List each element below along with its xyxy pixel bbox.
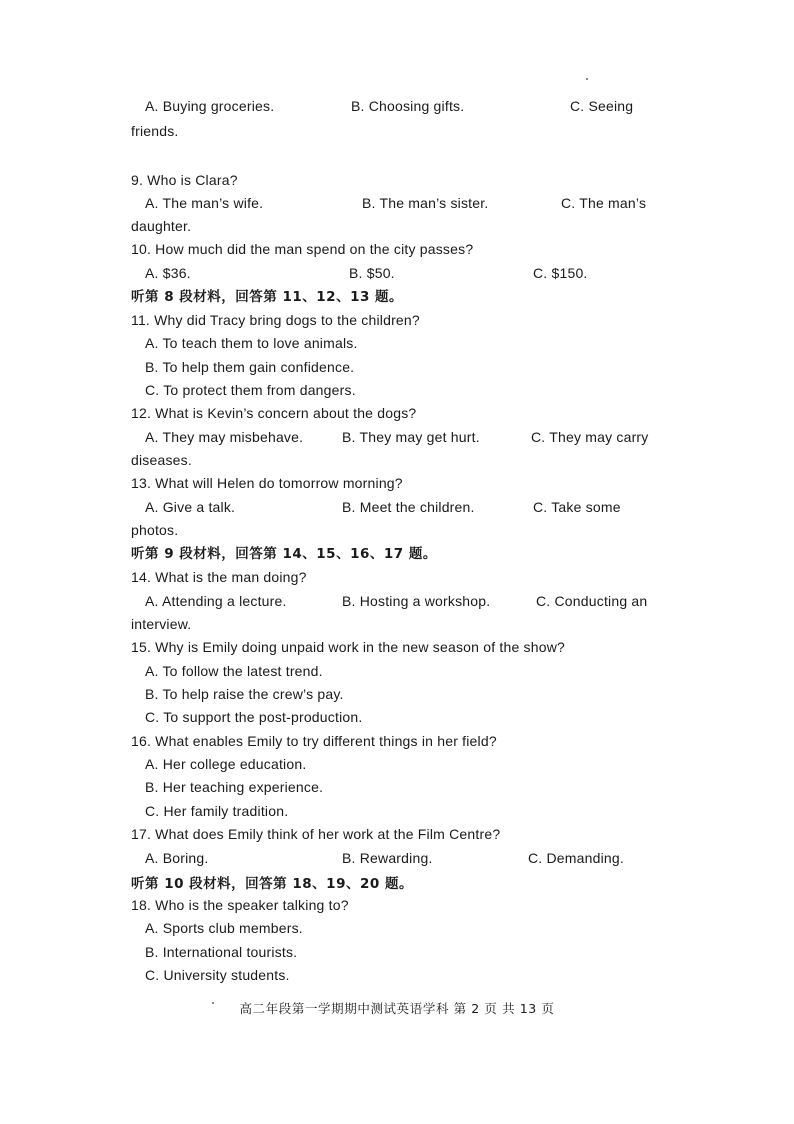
q14-option-wrap: interview. <box>131 616 192 632</box>
section-9-heading: 听第 9 段材料，回答第 14、15、16、17 题。 <box>131 546 437 562</box>
q12-option-wrap: diseases. <box>131 452 192 468</box>
q14-option-c: C. Conducting an <box>536 593 648 609</box>
q12-option-c: C. They may carry <box>531 429 649 445</box>
q15-question: 15. Why is Emily doing unpaid work in the new season of the show? <box>131 639 566 655</box>
scan-speck <box>586 78 588 80</box>
q16-option-c: C. Her family tradition. <box>145 803 289 819</box>
q18-option-b: B. International tourists. <box>145 944 298 960</box>
q13-option-c: C. Take some <box>533 499 621 515</box>
q12-question: 12. What is Kevin’s concern about the dogs? <box>131 405 417 421</box>
q17-option-c: C. Demanding. <box>528 850 624 866</box>
q9-option-b: B. The man’s sister. <box>362 195 489 211</box>
q15-option-b: B. To help raise the crew’s pay. <box>145 686 344 702</box>
q11-option-a: A. To teach them to love animals. <box>145 335 358 351</box>
q9-option-a: A. The man’s wife. <box>145 195 264 211</box>
q13-option-b: B. Meet the children. <box>342 499 475 515</box>
q13-option-a: A. Give a talk. <box>145 499 236 515</box>
q14-option-b: B. Hosting a workshop. <box>342 593 491 609</box>
q8-option-a: A. Buying groceries. <box>145 98 275 114</box>
q8-option-c: C. Seeing <box>570 98 634 114</box>
q14-question: 14. What is the man doing? <box>131 569 307 585</box>
q18-option-c: C. University students. <box>145 967 290 983</box>
q11-option-c: C. To protect them from dangers. <box>145 382 356 398</box>
q11-option-b: B. To help them gain confidence. <box>145 359 355 375</box>
q17-option-b: B. Rewarding. <box>342 850 433 866</box>
q10-option-b: B. $50. <box>349 265 395 281</box>
q16-option-b: B. Her teaching experience. <box>145 779 324 795</box>
q10-option-a: A. $36. <box>145 265 191 281</box>
q10-option-c: C. $150. <box>533 265 588 281</box>
section-8-heading: 听第 8 段材料，回答第 11、12、13 题。 <box>131 289 404 305</box>
q18-option-a: A. Sports club members. <box>145 920 303 936</box>
q12-option-a: A. They may misbehave. <box>145 429 304 445</box>
q15-option-a: A. To follow the latest trend. <box>145 663 323 679</box>
q18-question: 18. Who is the speaker talking to? <box>131 897 349 913</box>
q16-question: 16. What enables Emily to try different things in her field? <box>131 733 497 749</box>
q16-option-a: A. Her college education. <box>145 756 307 772</box>
q8-option-b: B. Choosing gifts. <box>351 98 465 114</box>
q8-option-wrap: friends. <box>131 123 179 139</box>
section-10-heading: 听第 10 段材料，回答第 18、19、20 题。 <box>131 876 413 892</box>
q17-question: 17. What does Emily think of her work at the Film Centre? <box>131 826 501 842</box>
page-footer: 高二年段第一学期期中测试英语学科 第 2 页 共 13 页 <box>239 1001 555 1016</box>
q12-option-b: B. They may get hurt. <box>342 429 480 445</box>
q17-option-a: A. Boring. <box>145 850 209 866</box>
q13-option-wrap: photos. <box>131 522 179 538</box>
q11-question: 11. Why did Tracy bring dogs to the children? <box>131 312 420 328</box>
q9-question: 9. Who is Clara? <box>131 172 238 188</box>
q9-option-wrap: daughter. <box>131 218 192 234</box>
q15-option-c: C. To support the post-production. <box>145 709 363 725</box>
q14-option-a: A. Attending a lecture. <box>145 593 287 609</box>
q13-question: 13. What will Helen do tomorrow morning? <box>131 475 403 491</box>
q10-question: 10. How much did the man spend on the city passes? <box>131 241 474 257</box>
q9-option-c: C. The man’s <box>561 195 647 211</box>
